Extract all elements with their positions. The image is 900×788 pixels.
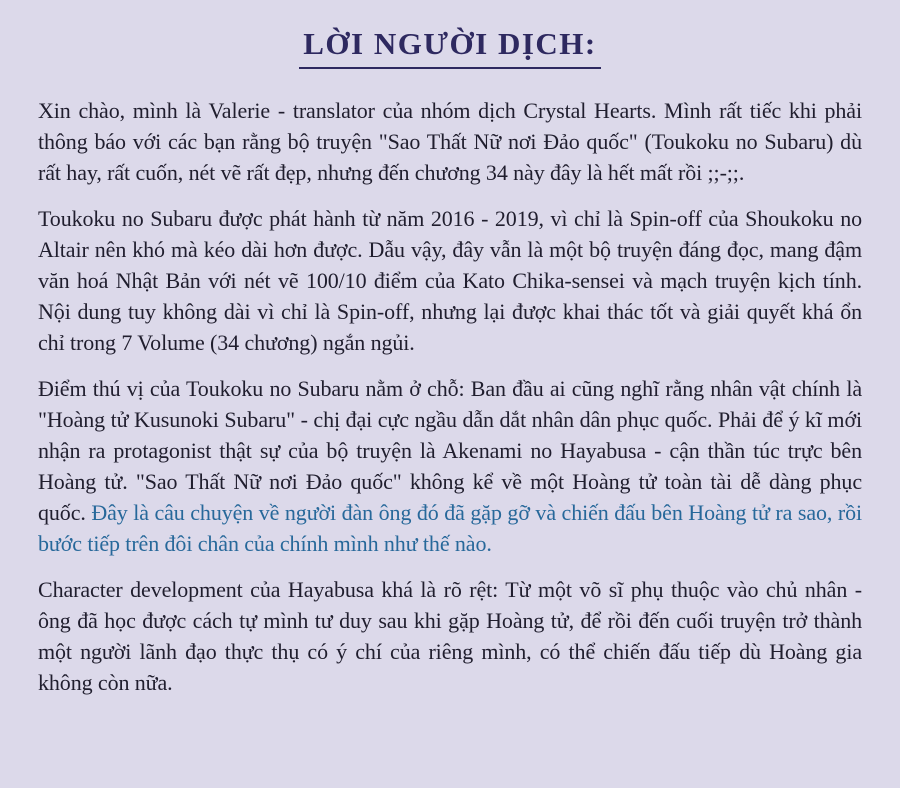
paragraph-intro: Xin chào, mình là Valerie - translator của nhóm dịch Crystal Hearts. Mình rất tiếc khi phải thông báo với các bạn rằng bộ truyện "Sao Thất Nữ nơi Đảo quốc" (Toukoku no Subaru) dù rất hay, rất cuốn, nét vẽ rất đẹp, nhưng đến chương 34 này đây là hết mất rồi ;;-;;. <box>38 98 862 185</box>
title-container <box>38 26 862 69</box>
paragraph-protagonist-highlight-text: Đây là câu chuyện về người đàn ông đó đã gặp gỡ và chiến đấu bên Hoàng tử ra sao, rồi bước tiếp trên đôi chân của chính mình như thế nào. <box>38 500 862 556</box>
paragraph-protagonist <box>38 373 862 559</box>
page-title: LỜI NGƯỜI DỊCH: <box>299 26 600 69</box>
note-body <box>38 95 862 698</box>
paragraph-series-info: Toukoku no Subaru được phát hành từ năm 2016 - 2019, vì chỉ là Spin-off của Shoukoku no Altair nên khó mà kéo dài hơn được. Dẫu vậy, đây vẫn là một bộ truyện đáng đọc, mang đậm văn hoá Nhật Bản với nét vẽ 100/10 điểm của Kato Chika-sensei và mạch truyện kịch tính. Nội dung tuy không dài vì chỉ là Spin-off, nhưng lại được khai thác tốt và giải quyết khá ổn chỉ trong 7 Volume (34 chương) ngắn ngủi. <box>38 206 862 355</box>
paragraph-protagonist-plain-text: Điểm thú vị của Toukoku no Subaru nằm ở chỗ: Ban đầu ai cũng nghĩ rằng nhân vật chính là "Hoàng tử Kusunoki Subaru" - chị đại cực ngầu dẫn dắt nhân dân phục quốc. Phải để ý kĩ mới nhận ra protagonist thật sự của bộ truyện là Akenami no Hayabusa - cận thần túc trực bên Hoàng tử. "Sao Thất Nữ nơi Đảo quốc" không kể về một Hoàng tử toàn tài dễ dàng phục quốc. <box>38 376 862 525</box>
paragraph-character-development: Character development của Hayabusa khá là rõ rệt: Từ một võ sĩ phụ thuộc vào chủ nhân - ông đã học được cách tự mình tư duy sau khi gặp Hoàng tử, để rồi đến cuối truyện trở thành một người lãnh đạo thực thụ có ý chí của riêng mình, có thể chiến đấu tiếp dù Hoàng gia không còn nữa. <box>38 577 862 695</box>
